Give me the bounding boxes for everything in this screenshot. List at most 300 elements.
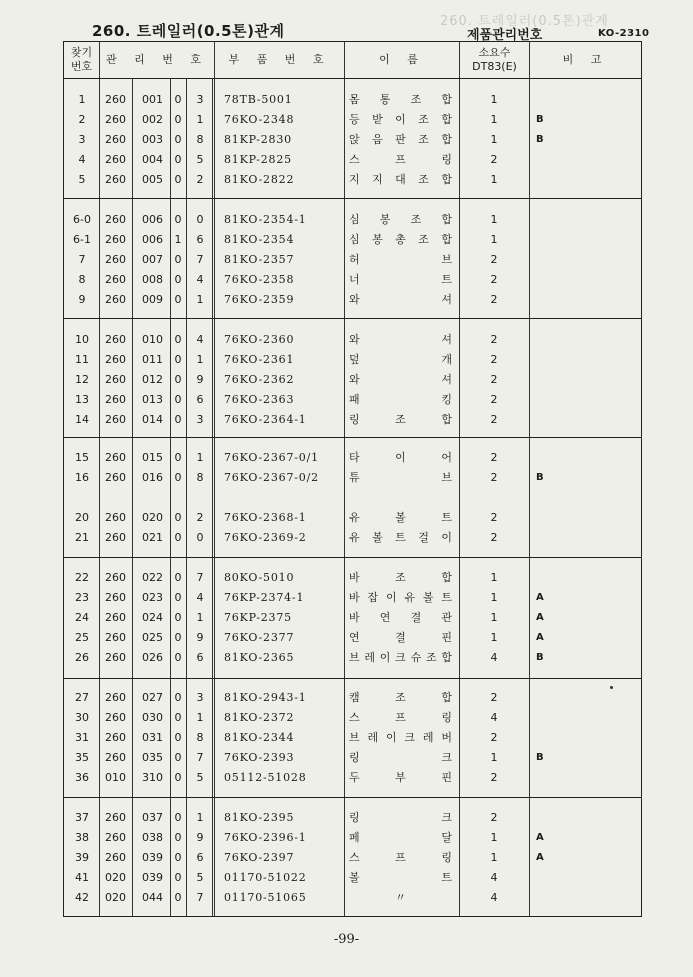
row-mgmt-code-3: 0 bbox=[174, 413, 182, 426]
row-mgmt-code-2: 004 bbox=[142, 153, 163, 166]
row-remark bbox=[536, 890, 556, 906]
row-mgmt-code-2: 020 bbox=[142, 511, 163, 524]
row-quantity: 1 bbox=[490, 851, 498, 864]
row-part-number: 76KO-2364-1 bbox=[224, 413, 307, 426]
group-rule bbox=[64, 557, 641, 558]
row-quantity: 1 bbox=[490, 611, 498, 624]
header-rule bbox=[64, 78, 641, 79]
row-part-number: 76KO-2367-0/2 bbox=[224, 471, 319, 484]
row-mgmt-code-2: 012 bbox=[142, 373, 163, 386]
row-mgmt-code-1: 260 bbox=[105, 591, 126, 604]
row-mgmt-code-2: 037 bbox=[142, 811, 163, 824]
row-part-name: 유 볼 트 bbox=[349, 511, 452, 524]
row-mgmt-code-2: 026 bbox=[142, 651, 163, 664]
row-quantity: 2 bbox=[490, 353, 498, 366]
row-mgmt-code-1: 260 bbox=[105, 571, 126, 584]
row-remark bbox=[536, 690, 556, 706]
row-part-number: 81KO-2943-1 bbox=[224, 691, 307, 704]
row-part-name: 바 잡 이 유 볼 트 bbox=[349, 591, 452, 604]
row-part-number: 76KO-2361 bbox=[224, 353, 295, 366]
row-quantity: 1 bbox=[490, 93, 498, 106]
row-mgmt-code-2: 014 bbox=[142, 413, 163, 426]
row-part-number: 76KO-2368-1 bbox=[224, 511, 307, 524]
row-quantity: 4 bbox=[490, 711, 498, 724]
row-mgmt-code-3: 0 bbox=[174, 631, 182, 644]
row-quantity: 2 bbox=[490, 771, 498, 784]
row-quantity: 1 bbox=[490, 751, 498, 764]
row-mgmt-code-2: 023 bbox=[142, 591, 163, 604]
row-mgmt-code-2: 015 bbox=[142, 451, 163, 464]
row-mgmt-code-1: 260 bbox=[105, 393, 126, 406]
row-remark: B bbox=[536, 472, 544, 483]
row-mgmt-code-3: 0 bbox=[174, 113, 182, 126]
row-find-number: 22 bbox=[75, 571, 89, 584]
row-mgmt-code-2: 310 bbox=[142, 771, 163, 784]
row-quantity: 2 bbox=[490, 451, 498, 464]
row-find-number: 26 bbox=[75, 651, 89, 664]
row-mgmt-code-4: 3 bbox=[196, 93, 204, 106]
row-mgmt-code-4: 8 bbox=[196, 133, 204, 146]
row-mgmt-code-4: 5 bbox=[196, 771, 204, 784]
row-mgmt-code-4: 9 bbox=[196, 373, 204, 386]
row-find-number: 10 bbox=[75, 333, 89, 346]
row-quantity: 2 bbox=[490, 691, 498, 704]
row-remark bbox=[536, 450, 556, 466]
row-remark bbox=[536, 530, 556, 546]
row-mgmt-code-4: 1 bbox=[196, 353, 204, 366]
row-part-number: 76KO-2360 bbox=[224, 333, 295, 346]
row-mgmt-code-3: 0 bbox=[174, 731, 182, 744]
row-part-name: 유 볼 트 걸 이 bbox=[349, 531, 452, 544]
row-part-name: 페 달 bbox=[349, 831, 452, 844]
row-find-number: 6-0 bbox=[73, 213, 91, 226]
row-part-name: 패 킹 bbox=[349, 393, 452, 406]
row-mgmt-code-2: 031 bbox=[142, 731, 163, 744]
row-mgmt-code-1: 260 bbox=[105, 511, 126, 524]
row-mgmt-code-3: 0 bbox=[174, 393, 182, 406]
row-part-name: 심 봉 조 합 bbox=[349, 213, 452, 226]
row-mgmt-code-3: 0 bbox=[174, 831, 182, 844]
row-mgmt-code-3: 0 bbox=[174, 571, 182, 584]
row-mgmt-code-3: 0 bbox=[174, 93, 182, 106]
row-part-name: 스 프 링 bbox=[349, 153, 452, 166]
row-remark bbox=[536, 810, 556, 826]
row-mgmt-code-1: 260 bbox=[105, 631, 126, 644]
row-part-name: 스 프 링 bbox=[349, 851, 452, 864]
col-management-number: 관 리 번 호 bbox=[106, 53, 208, 67]
row-part-number: 81KO-2365 bbox=[224, 651, 295, 664]
row-part-number: 81KP-2830 bbox=[224, 133, 292, 146]
row-mgmt-code-3: 0 bbox=[174, 851, 182, 864]
row-mgmt-code-4: 1 bbox=[196, 293, 204, 306]
product-code: KO-2310 bbox=[598, 28, 650, 39]
row-part-name: 와 셔 bbox=[349, 373, 452, 386]
row-part-name: 브 레 이 크 레 버 bbox=[349, 731, 452, 744]
row-mgmt-code-2: 027 bbox=[142, 691, 163, 704]
row-mgmt-code-2: 002 bbox=[142, 113, 163, 126]
row-part-number: 81KO-2354 bbox=[224, 233, 295, 246]
row-mgmt-code-1: 260 bbox=[105, 531, 126, 544]
row-part-number: 76KO-2359 bbox=[224, 293, 295, 306]
row-mgmt-code-2: 025 bbox=[142, 631, 163, 644]
row-remark: B bbox=[536, 114, 544, 125]
row-quantity: 4 bbox=[490, 871, 498, 884]
row-part-number: 76KO-2377 bbox=[224, 631, 295, 644]
row-part-name: 허 브 bbox=[349, 253, 452, 266]
row-remark bbox=[536, 412, 556, 428]
row-mgmt-code-3: 0 bbox=[174, 891, 182, 904]
row-find-number: 31 bbox=[75, 731, 89, 744]
row-remark bbox=[536, 172, 556, 188]
row-mgmt-code-4: 6 bbox=[196, 233, 204, 246]
row-mgmt-code-2: 016 bbox=[142, 471, 163, 484]
row-mgmt-code-4: 6 bbox=[196, 851, 204, 864]
row-find-number: 9 bbox=[78, 293, 86, 306]
row-remark bbox=[536, 870, 556, 886]
row-part-number: 76KO-2363 bbox=[224, 393, 295, 406]
row-mgmt-code-4: 4 bbox=[196, 273, 204, 286]
row-mgmt-code-2: 044 bbox=[142, 891, 163, 904]
row-quantity: 2 bbox=[490, 413, 498, 426]
row-find-number: 8 bbox=[78, 273, 86, 286]
row-find-number: 37 bbox=[75, 811, 89, 824]
row-mgmt-code-3: 0 bbox=[174, 373, 182, 386]
col-remarks: 비 고 bbox=[562, 53, 609, 67]
row-part-number: 81KO-2395 bbox=[224, 811, 295, 824]
row-find-number: 4 bbox=[78, 153, 86, 166]
row-mgmt-code-3: 0 bbox=[174, 871, 182, 884]
row-mgmt-code-4: 6 bbox=[196, 651, 204, 664]
row-quantity: 2 bbox=[490, 273, 498, 286]
mgmt-sub-divider bbox=[212, 78, 213, 916]
row-mgmt-code-4: 5 bbox=[196, 153, 204, 166]
row-find-number: 12 bbox=[75, 373, 89, 386]
row-mgmt-code-2: 001 bbox=[142, 93, 163, 106]
row-remark bbox=[536, 272, 556, 288]
row-find-number: 16 bbox=[75, 471, 89, 484]
product-number-label: 제품관리번호 bbox=[467, 28, 543, 43]
row-find-number: 14 bbox=[75, 413, 89, 426]
row-mgmt-code-4: 4 bbox=[196, 591, 204, 604]
row-remark bbox=[536, 730, 556, 746]
row-remark: A bbox=[536, 852, 544, 863]
row-mgmt-code-4: 8 bbox=[196, 731, 204, 744]
row-remark bbox=[536, 392, 556, 408]
row-part-name: 링 크 bbox=[349, 751, 452, 764]
row-mgmt-code-1: 260 bbox=[105, 113, 126, 126]
row-mgmt-code-1: 260 bbox=[105, 153, 126, 166]
row-mgmt-code-1: 020 bbox=[105, 891, 126, 904]
row-remark: B bbox=[536, 752, 544, 763]
row-quantity: 2 bbox=[490, 373, 498, 386]
row-find-number: 35 bbox=[75, 751, 89, 764]
column-divider bbox=[459, 42, 460, 916]
row-find-number: 20 bbox=[75, 511, 89, 524]
row-part-name: 덮 개 bbox=[349, 353, 452, 366]
row-part-name: 두 부 핀 bbox=[349, 771, 452, 784]
row-mgmt-code-1: 260 bbox=[105, 831, 126, 844]
col-quantity: 소요수 DT83(E) bbox=[472, 46, 517, 73]
row-mgmt-code-2: 022 bbox=[142, 571, 163, 584]
row-mgmt-code-4: 1 bbox=[196, 711, 204, 724]
row-mgmt-code-2: 011 bbox=[142, 353, 163, 366]
row-part-number: 76KP-2375 bbox=[224, 611, 292, 624]
row-find-number: 39 bbox=[75, 851, 89, 864]
row-find-number: 13 bbox=[75, 393, 89, 406]
row-quantity: 2 bbox=[490, 471, 498, 484]
row-part-name: 너 트 bbox=[349, 273, 452, 286]
row-mgmt-code-1: 260 bbox=[105, 93, 126, 106]
row-quantity: 2 bbox=[490, 293, 498, 306]
row-mgmt-code-1: 260 bbox=[105, 851, 126, 864]
row-remark bbox=[536, 770, 556, 786]
row-mgmt-code-4: 3 bbox=[196, 691, 204, 704]
row-mgmt-code-1: 260 bbox=[105, 751, 126, 764]
row-find-number: 25 bbox=[75, 631, 89, 644]
row-find-number: 30 bbox=[75, 711, 89, 724]
group-rule bbox=[64, 678, 641, 679]
page-title: 260. 트레일러(0.5톤)관계 bbox=[92, 22, 285, 40]
row-part-name: 바 연 결 관 bbox=[349, 611, 452, 624]
row-mgmt-code-1: 260 bbox=[105, 471, 126, 484]
row-part-number: 76KO-2358 bbox=[224, 273, 295, 286]
row-mgmt-code-4: 1 bbox=[196, 811, 204, 824]
row-mgmt-code-1: 260 bbox=[105, 213, 126, 226]
row-mgmt-code-4: 1 bbox=[196, 611, 204, 624]
row-mgmt-code-3: 0 bbox=[174, 333, 182, 346]
row-mgmt-code-4: 4 bbox=[196, 333, 204, 346]
row-quantity: 4 bbox=[490, 651, 498, 664]
row-part-number: 81KO-2822 bbox=[224, 173, 295, 186]
row-mgmt-code-4: 7 bbox=[196, 571, 204, 584]
row-mgmt-code-4: 7 bbox=[196, 891, 204, 904]
row-mgmt-code-1: 260 bbox=[105, 253, 126, 266]
group-rule bbox=[64, 437, 641, 438]
row-mgmt-code-2: 009 bbox=[142, 293, 163, 306]
row-remark bbox=[536, 232, 556, 248]
row-mgmt-code-2: 006 bbox=[142, 213, 163, 226]
row-remark: A bbox=[536, 592, 544, 603]
row-mgmt-code-3: 0 bbox=[174, 591, 182, 604]
row-find-number: 11 bbox=[75, 353, 89, 366]
row-mgmt-code-3: 0 bbox=[174, 711, 182, 724]
row-remark bbox=[536, 92, 556, 108]
group-rule bbox=[64, 198, 641, 199]
row-mgmt-code-3: 0 bbox=[174, 471, 182, 484]
row-mgmt-code-1: 260 bbox=[105, 691, 126, 704]
row-remark: A bbox=[536, 632, 544, 643]
row-mgmt-code-2: 003 bbox=[142, 133, 163, 146]
row-remark: A bbox=[536, 612, 544, 623]
row-remark bbox=[536, 252, 556, 268]
row-part-name: 심 봉 총 조 합 bbox=[349, 233, 452, 246]
row-mgmt-code-2: 039 bbox=[142, 871, 163, 884]
row-mgmt-code-1: 260 bbox=[105, 333, 126, 346]
row-mgmt-code-4: 9 bbox=[196, 631, 204, 644]
row-mgmt-code-3: 0 bbox=[174, 811, 182, 824]
row-quantity: 1 bbox=[490, 571, 498, 584]
row-find-number: 41 bbox=[75, 871, 89, 884]
row-part-number: 76KP-2374-1 bbox=[224, 591, 305, 604]
row-mgmt-code-3: 0 bbox=[174, 611, 182, 624]
row-mgmt-code-3: 0 bbox=[174, 531, 182, 544]
row-remark bbox=[536, 510, 556, 526]
row-mgmt-code-4: 1 bbox=[196, 451, 204, 464]
row-mgmt-code-4: 0 bbox=[196, 213, 204, 226]
row-part-name: 링 크 bbox=[349, 811, 452, 824]
row-part-number: 01170-51065 bbox=[224, 891, 307, 904]
row-quantity: 2 bbox=[490, 153, 498, 166]
row-quantity: 2 bbox=[490, 531, 498, 544]
row-mgmt-code-1: 260 bbox=[105, 711, 126, 724]
column-divider bbox=[214, 42, 215, 916]
row-remark bbox=[536, 292, 556, 308]
row-quantity: 1 bbox=[490, 113, 498, 126]
row-mgmt-code-2: 013 bbox=[142, 393, 163, 406]
row-part-name: 연 결 핀 bbox=[349, 631, 452, 644]
row-remark bbox=[536, 212, 556, 228]
row-part-name: 〃 bbox=[395, 891, 406, 904]
row-mgmt-code-1: 260 bbox=[105, 651, 126, 664]
row-remark: A bbox=[536, 832, 544, 843]
row-find-number: 6-1 bbox=[73, 233, 91, 246]
row-remark bbox=[536, 372, 556, 388]
row-mgmt-code-4: 0 bbox=[196, 531, 204, 544]
row-mgmt-code-3: 0 bbox=[174, 293, 182, 306]
row-part-name: 몸 통 조 합 bbox=[349, 93, 452, 106]
row-mgmt-code-3: 0 bbox=[174, 273, 182, 286]
row-find-number: 36 bbox=[75, 771, 89, 784]
bleed-through-text: 260. 트레일러(0.5톤)관계 bbox=[440, 14, 609, 29]
row-part-name: 튜 브 bbox=[349, 471, 452, 484]
row-part-number: 01170-51022 bbox=[224, 871, 307, 884]
row-part-number: 81KO-2372 bbox=[224, 711, 295, 724]
row-mgmt-code-2: 024 bbox=[142, 611, 163, 624]
row-part-name: 바 조 합 bbox=[349, 571, 452, 584]
row-part-number: 76KO-2362 bbox=[224, 373, 295, 386]
speck bbox=[610, 686, 613, 689]
row-mgmt-code-3: 0 bbox=[174, 253, 182, 266]
row-find-number: 27 bbox=[75, 691, 89, 704]
row-part-name: 스 프 링 bbox=[349, 711, 452, 724]
row-part-number: 76KO-2396-1 bbox=[224, 831, 307, 844]
row-mgmt-code-2: 039 bbox=[142, 851, 163, 864]
mgmt-sub-divider bbox=[170, 78, 171, 916]
row-mgmt-code-4: 9 bbox=[196, 831, 204, 844]
row-mgmt-code-1: 260 bbox=[105, 413, 126, 426]
row-mgmt-code-4: 3 bbox=[196, 413, 204, 426]
col-part-number: 부 품 번 호 bbox=[228, 53, 331, 67]
col-name: 이 름 bbox=[379, 53, 425, 67]
row-mgmt-code-1: 260 bbox=[105, 353, 126, 366]
row-mgmt-code-3: 0 bbox=[174, 213, 182, 226]
row-mgmt-code-1: 260 bbox=[105, 293, 126, 306]
row-mgmt-code-2: 008 bbox=[142, 273, 163, 286]
row-mgmt-code-1: 260 bbox=[105, 373, 126, 386]
row-mgmt-code-3: 0 bbox=[174, 511, 182, 524]
row-mgmt-code-4: 1 bbox=[196, 113, 204, 126]
row-quantity: 1 bbox=[490, 591, 498, 604]
row-part-number: 80KO-5010 bbox=[224, 571, 295, 584]
column-divider bbox=[529, 42, 530, 916]
row-mgmt-code-1: 010 bbox=[105, 771, 126, 784]
row-mgmt-code-3: 0 bbox=[174, 353, 182, 366]
row-part-name: 앉 음 판 조 합 bbox=[349, 133, 452, 146]
row-mgmt-code-2: 030 bbox=[142, 711, 163, 724]
row-part-number: 76KO-2348 bbox=[224, 113, 295, 126]
row-remark: B bbox=[536, 134, 544, 145]
row-mgmt-code-1: 020 bbox=[105, 871, 126, 884]
row-mgmt-code-3: 0 bbox=[174, 153, 182, 166]
row-mgmt-code-3: 0 bbox=[174, 651, 182, 664]
row-find-number: 3 bbox=[78, 133, 86, 146]
row-quantity: 2 bbox=[490, 393, 498, 406]
row-mgmt-code-2: 007 bbox=[142, 253, 163, 266]
row-mgmt-code-1: 260 bbox=[105, 233, 126, 246]
row-quantity: 2 bbox=[490, 811, 498, 824]
row-find-number: 1 bbox=[78, 93, 86, 106]
row-part-name: 타 이 어 bbox=[349, 451, 452, 464]
row-mgmt-code-1: 260 bbox=[105, 811, 126, 824]
row-part-name: 지 지 대 조 합 bbox=[349, 173, 452, 186]
row-part-name: 와 셔 bbox=[349, 333, 452, 346]
row-remark bbox=[536, 710, 556, 726]
row-part-number: 76KO-2393 bbox=[224, 751, 295, 764]
row-part-number: 81KO-2344 bbox=[224, 731, 295, 744]
row-find-number: 5 bbox=[78, 173, 86, 186]
row-part-name: 캠 조 합 bbox=[349, 691, 452, 704]
row-part-number: 05112-51028 bbox=[224, 771, 307, 784]
row-quantity: 2 bbox=[490, 253, 498, 266]
row-quantity: 2 bbox=[490, 333, 498, 346]
row-find-number: 38 bbox=[75, 831, 89, 844]
row-quantity: 1 bbox=[490, 831, 498, 844]
row-quantity: 1 bbox=[490, 133, 498, 146]
row-quantity: 1 bbox=[490, 233, 498, 246]
row-remark bbox=[536, 570, 556, 586]
row-mgmt-code-1: 260 bbox=[105, 173, 126, 186]
row-mgmt-code-2: 005 bbox=[142, 173, 163, 186]
row-part-number: 76KO-2367-0/1 bbox=[224, 451, 319, 464]
row-mgmt-code-1: 260 bbox=[105, 133, 126, 146]
row-mgmt-code-4: 2 bbox=[196, 173, 204, 186]
row-quantity: 4 bbox=[490, 891, 498, 904]
row-remark: B bbox=[536, 652, 544, 663]
row-find-number: 7 bbox=[78, 253, 86, 266]
row-part-number: 78TB-5001 bbox=[224, 93, 293, 106]
row-mgmt-code-3: 0 bbox=[174, 133, 182, 146]
row-mgmt-code-2: 038 bbox=[142, 831, 163, 844]
row-mgmt-code-2: 021 bbox=[142, 531, 163, 544]
row-mgmt-code-4: 6 bbox=[196, 393, 204, 406]
row-find-number: 15 bbox=[75, 451, 89, 464]
row-remark bbox=[536, 152, 556, 168]
row-mgmt-code-3: 0 bbox=[174, 451, 182, 464]
row-mgmt-code-3: 0 bbox=[174, 173, 182, 186]
row-part-number: 81KO-2357 bbox=[224, 253, 295, 266]
group-rule bbox=[64, 318, 641, 319]
row-mgmt-code-2: 035 bbox=[142, 751, 163, 764]
row-mgmt-code-1: 260 bbox=[105, 451, 126, 464]
group-rule bbox=[64, 797, 641, 798]
row-mgmt-code-2: 010 bbox=[142, 333, 163, 346]
row-find-number: 24 bbox=[75, 611, 89, 624]
row-mgmt-code-1: 260 bbox=[105, 273, 126, 286]
row-quantity: 1 bbox=[490, 213, 498, 226]
row-mgmt-code-3: 0 bbox=[174, 691, 182, 704]
row-quantity: 2 bbox=[490, 731, 498, 744]
mgmt-sub-divider bbox=[186, 78, 187, 916]
